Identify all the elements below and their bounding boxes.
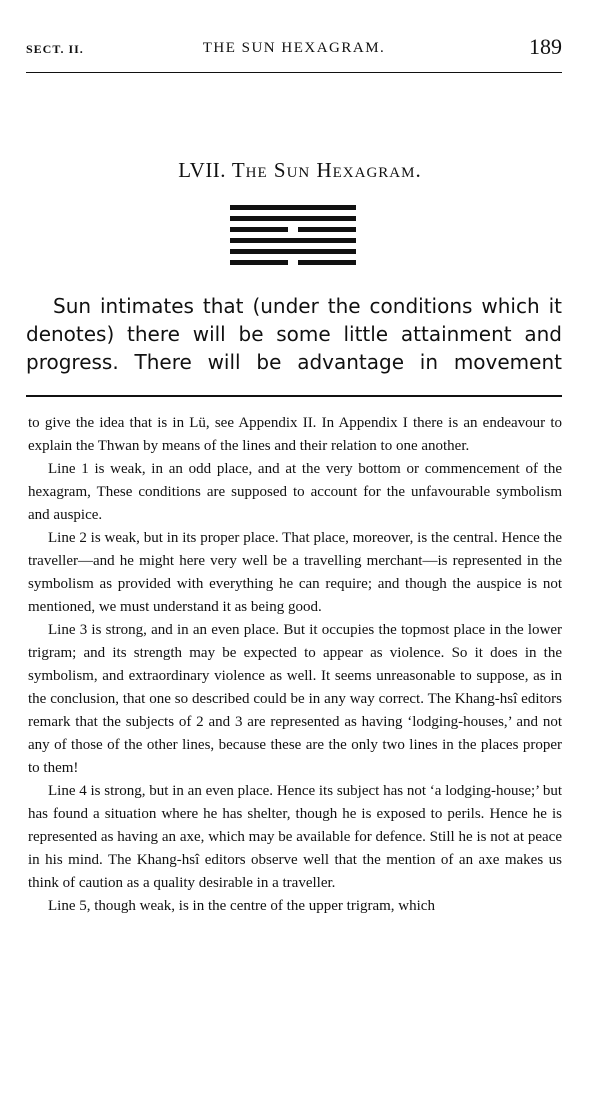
chapter-heading: [0, 158, 600, 183]
hexagram-line-segment: [230, 238, 356, 243]
chapter-numeral: LVII.: [178, 158, 227, 182]
hexagram-line-segment: [298, 227, 356, 232]
hexagram-broken-line: [230, 260, 356, 265]
hexagram-broken-line: [230, 227, 356, 232]
hexagram-solid-line: [230, 249, 356, 254]
hexagram-solid-line: [230, 216, 356, 221]
hexagram-line-segment: [230, 216, 356, 221]
note-paragraph: to give the idea that is in Lü, see Appendix II. In Appendix I there is an endeavour to explain the Thwan by means of the lines and their relation to one another.: [28, 415, 562, 454]
notes-block: [28, 412, 562, 918]
main-text: Sun intimates that (under the conditions which it denotes) there will be some little attainment and progress. There will be advantage in movement: [26, 294, 562, 374]
note-paragraph: Line 1 is weak, in an odd place, and at the very bottom or commencement of the hexagram, These conditions are supposed to account for the unfavourable symbolism and auspice.: [28, 461, 562, 523]
hexagram-symbol: [230, 205, 356, 271]
hexagram-line-segment: [230, 249, 356, 254]
running-title: THE SUN HEXAGRAM.: [202, 40, 386, 56]
note-paragraph: Line 5, though weak, is in the centre of the upper trigram, which: [48, 898, 435, 914]
running-header: [26, 34, 562, 68]
section-label: SECT. II.: [26, 42, 84, 56]
hexagram-line-segment: [298, 260, 356, 265]
chapter-title: The Sun Hexagram.: [231, 158, 422, 182]
main-text-block: [26, 292, 562, 376]
hexagram-line-segment: [230, 205, 356, 210]
footnote-rule: [26, 395, 562, 397]
page-number: 189: [529, 34, 562, 59]
hexagram-solid-line: [230, 205, 356, 210]
note-paragraph: Line 3 is strong, and in an even place. But it occupies the topmost place in the lower trigram; and its strength may be expected to appear as violence. So it does in the symbolism, and extraordinary violence as well. It seems unreasonable to suppose, as in the conclusion, that one so described could be in any way correct. The Khang-hsî editors remark that the subjects of 2 and 3 are represented as having ‘lodging-houses,’ and not any of those of the other lines, because these are the only two lines in the places proper to them!: [28, 622, 562, 776]
hexagram-line-segment: [230, 227, 288, 232]
hexagram-solid-line: [230, 238, 356, 243]
note-paragraph: Line 4 is strong, but in an even place. Hence its subject has not ‘a lodging-house;’ but has found a situation where he has shelter, though he is exposed to perils. Hence he is represented as having an axe, which may be available for defence. Still he is not at peace in his mind. The Khang-hsî editors observe well that the mention of an axe makes us think of caution as a quality desirable in a traveller.: [28, 783, 562, 891]
header-rule: [26, 72, 562, 73]
note-paragraph: Line 2 is weak, but in its proper place. That place, moreover, is the central. Hence the traveller—and he might here very well be a travelling merchant—is represented in the symbolism as provided with everything he can require; and though the auspice is not mentioned, we must understand it as being good.: [28, 530, 562, 615]
hexagram-line-segment: [230, 260, 288, 265]
